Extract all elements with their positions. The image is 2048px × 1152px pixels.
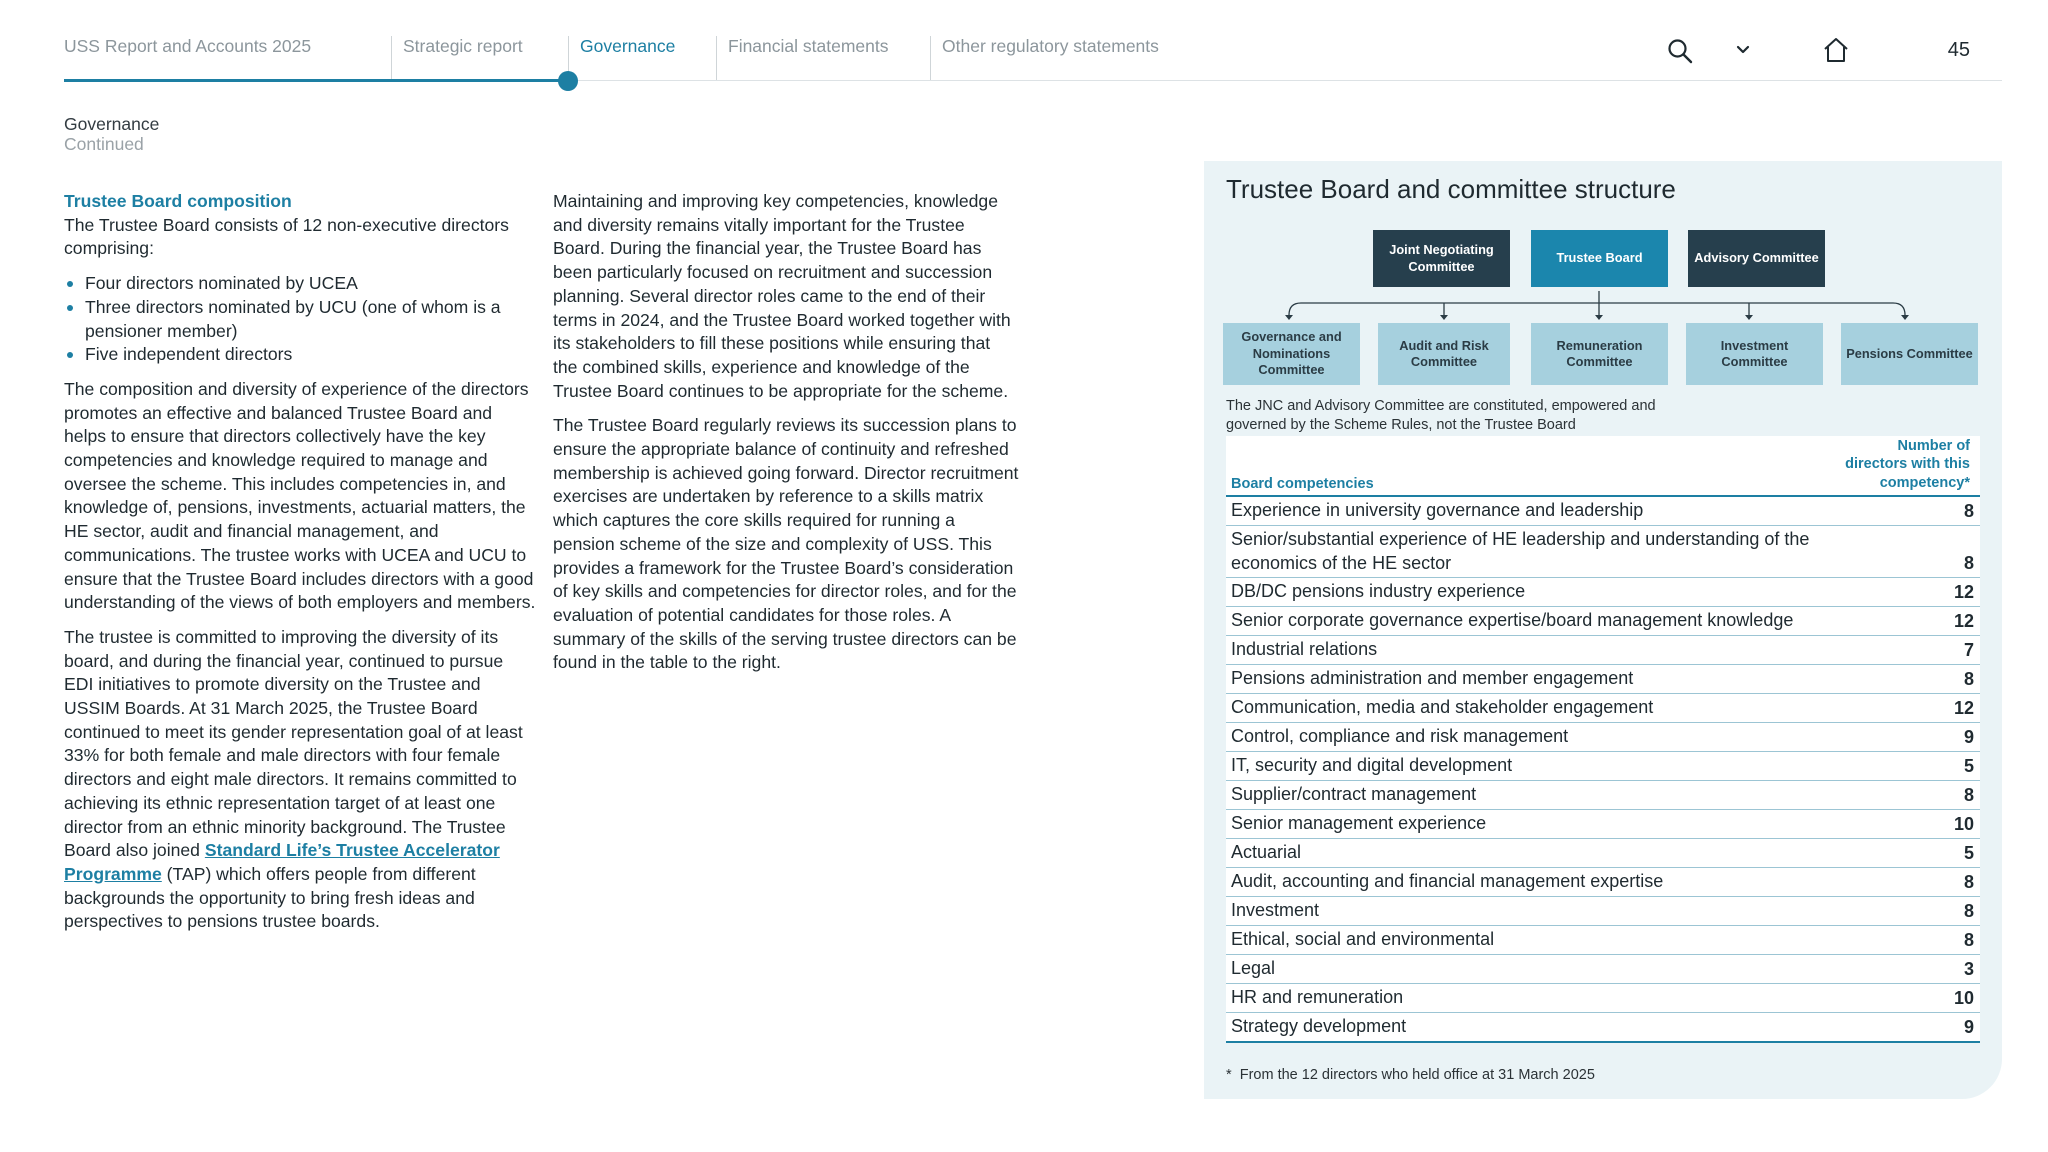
table-row: [1226, 1013, 1980, 1043]
table-row: [1226, 752, 1980, 781]
column-header-line: Number of: [1897, 437, 1970, 454]
table-row: [1226, 955, 1980, 984]
nav-tab-strategic-report[interactable]: Strategic report: [403, 36, 523, 56]
section-subtitle: Continued: [64, 134, 144, 154]
table-row: [1226, 694, 1980, 723]
competency-count: 12: [1953, 697, 1974, 718]
org-box-pensions: Pensions Committee: [1841, 323, 1978, 385]
table-row: [1226, 868, 1980, 897]
structure-note: The JNC and Advisory Committee are constituted, empowered and governed by the Scheme Rules, not the Trustee Board: [1226, 398, 1656, 433]
competency-count: 8: [1963, 929, 1974, 950]
table-row: [1226, 723, 1980, 752]
competency-label: Senior corporate governance expertise/board management knowledge: [1231, 610, 1794, 630]
org-box-advisory-committee: Advisory Committee: [1688, 230, 1825, 287]
nav-divider: [391, 36, 392, 80]
competency-count: 9: [1963, 726, 1974, 747]
competency-label: Experience in university governance and leadership: [1231, 500, 1644, 520]
table-row: [1226, 897, 1980, 926]
table-row: [1226, 926, 1980, 955]
table-row: [1226, 497, 1980, 526]
section-title: Governance: [64, 114, 160, 134]
competency-count: 10: [1953, 813, 1974, 834]
body-paragraph-diversity: [64, 626, 536, 934]
org-box-remuneration: Remuneration Committee: [1531, 323, 1668, 385]
competency-label: Investment: [1231, 900, 1320, 920]
column-header-count: [1845, 437, 1970, 493]
competency-count: 8: [1963, 784, 1974, 805]
competency-count: 3: [1963, 958, 1974, 979]
competency-count: 12: [1953, 581, 1974, 602]
table-row: [1226, 578, 1980, 607]
org-box-audit-risk: Audit and Risk Committee: [1378, 323, 1510, 385]
text-column-left: [64, 190, 536, 945]
paragraph-text: The trustee is committed to improving the diversity of its board, and during the financial year, continued to pursue EDI initiatives to promote diversity on the Trustee and USSIM Boards. At 31 March 2025, the Trustee Board continued to meet its gender representation goal of at least 33% for both female and male directors with four female directors and eight male directors. It remains committed to achieving its ethnic representation target of at least one director from an ethnic minority background. The Trustee Board also joined: [64, 626, 523, 861]
competency-label: IT, security and digital development: [1231, 755, 1513, 775]
column-header-competencies: Board competencies: [1231, 476, 1374, 492]
home-icon[interactable]: [1822, 36, 1850, 69]
table-footnote: [1226, 1067, 1595, 1083]
list-item: Four directors nominated by UCEA: [64, 272, 536, 296]
competency-label: Industrial relations: [1231, 639, 1378, 659]
competency-label: Senior management experience: [1231, 813, 1487, 833]
org-box-joint-negotiating-committee: Joint Negotiating Committee: [1373, 230, 1510, 287]
table-row: [1226, 839, 1980, 868]
nav-tab-other-regulatory-statements[interactable]: Other regulatory statements: [942, 36, 1159, 56]
section-header: [64, 114, 159, 154]
committee-structure-panel: [1204, 161, 2002, 1099]
table-body: [1226, 497, 1980, 1043]
competency-label: Supplier/contract management: [1231, 784, 1477, 804]
competency-count: 12: [1953, 610, 1974, 631]
list-item: Five independent directors: [64, 343, 536, 367]
nav-report-title[interactable]: USS Report and Accounts 2025: [64, 36, 312, 56]
body-paragraph: Maintaining and improving key competencies, knowledge and diversity remains vitally important for the Trustee Board. During the financial year, the Trustee Board has been particularly focused on recruitment and succession planning. Several director roles came to the end of their terms in 2024, and the Trustee Board worked together with its stakeholders to fill these positions while ensuring that the combined skills, experience and knowledge of the Trustee Board continues to be appropriate for the scheme.: [553, 191, 1011, 401]
competency-label: Legal: [1231, 958, 1276, 978]
competency-label: HR and remuneration: [1231, 987, 1404, 1007]
competency-count: 7: [1963, 639, 1974, 660]
page-number: 45: [1947, 39, 1970, 61]
director-list: [64, 272, 536, 367]
competency-count: 9: [1963, 1016, 1974, 1037]
competency-count: 5: [1963, 842, 1974, 863]
list-item: Three directors nominated by UCU (one of whom is a pensioner member): [64, 296, 536, 343]
table-row: [1226, 781, 1980, 810]
competency-count: 8: [1963, 668, 1974, 689]
nav-divider: [716, 36, 717, 80]
chevron-down-icon[interactable]: [1734, 42, 1752, 63]
search-icon[interactable]: [1667, 38, 1693, 69]
column-header-line: directors with this: [1845, 456, 1970, 472]
table-row: [1226, 984, 1980, 1013]
column-header-line: competency*: [1879, 474, 1970, 491]
top-navigation: [64, 0, 2002, 82]
competency-label: Pensions administration and member engagement: [1231, 668, 1634, 688]
table-row: [1226, 665, 1980, 694]
body-paragraph: The Trustee Board regularly reviews its succession plans to ensure the appropriate balance of continuity and refreshed membership is achieved going forward. Director recruitment exercises are undertaken by reference to a skills matrix which captures the core skills required for running a pension scheme of the size and complexity of USS. This provides a framework for the Trustee Board’s consideration of key skills and competencies for director roles, and for the evaluation of potential candidates for those roles. A summary of the skills of the serving trustee directors can be found in the table to the right.: [553, 415, 1019, 673]
text-column-middle: [553, 190, 1019, 686]
nav-divider: [930, 36, 931, 80]
nav-progress-marker: [558, 71, 578, 91]
competency-table: [1226, 436, 1980, 1043]
tap-programme-link[interactable]: Standard Life’s Trustee Accelerator Programme: [64, 840, 500, 884]
table-row: [1226, 810, 1980, 839]
footnote-marker: *: [1226, 1067, 1232, 1083]
table-row: [1226, 636, 1980, 665]
competency-label: Control, compliance and risk management: [1231, 726, 1569, 746]
competency-label: Actuarial: [1231, 842, 1302, 862]
competency-count: 8: [1963, 871, 1974, 892]
footnote-text: From the 12 directors who held office at 31 March 2025: [1239, 1067, 1595, 1083]
competency-count: 8: [1963, 552, 1974, 573]
competency-count: 5: [1963, 755, 1974, 776]
table-header: [1226, 436, 1980, 497]
competency-label: Ethical, social and environmental: [1231, 929, 1495, 949]
org-box-trustee-board: Trustee Board: [1531, 230, 1668, 287]
competency-count: 8: [1963, 900, 1974, 921]
competency-label: Audit, accounting and financial management expertise: [1231, 871, 1664, 891]
table-row: [1226, 607, 1980, 636]
composition-heading: Trustee Board composition: [64, 191, 292, 211]
competency-count: 10: [1953, 987, 1974, 1008]
org-box-governance-nominations: Governance and Nominations Committee: [1223, 323, 1360, 385]
competency-label: Strategy development: [1231, 1016, 1407, 1036]
competency-label: DB/DC pensions industry experience: [1231, 581, 1526, 601]
table-row: [1226, 526, 1980, 578]
competency-label: Communication, media and stakeholder engagement: [1231, 697, 1654, 717]
panel-title: Trustee Board and committee structure: [1226, 174, 1676, 204]
nav-tab-governance[interactable]: Governance: [580, 36, 676, 56]
competency-label: Senior/substantial experience of HE leadership and understanding of the economics of the HE sector: [1231, 529, 1810, 573]
composition-intro: The Trustee Board consists of 12 non-executive directors comprising:: [64, 214, 509, 259]
nav-progress-bar: [64, 79, 568, 82]
paragraph-text: (TAP) which offers people from different backgrounds the opportunity to bring fresh ideas and perspectives to pensions trustee boards.: [64, 863, 476, 932]
nav-tab-financial-statements[interactable]: Financial statements: [728, 36, 889, 56]
competency-count: 8: [1963, 500, 1974, 521]
org-box-investment: Investment Committee: [1686, 323, 1823, 385]
body-paragraph: The composition and diversity of experience of the directors promotes an effective and balanced Trustee Board and helps to ensure that directors collectively have the key competencies and knowledge required to manage and oversee the scheme. This includes competencies in, and knowledge of, pensions, investments, actuarial matters, the HE sector, audit and financial management, and communications. The trustee works with UCEA and UCU to ensure that the Trustee Board includes directors with a good understanding of the views of both employers and members.: [64, 378, 536, 613]
